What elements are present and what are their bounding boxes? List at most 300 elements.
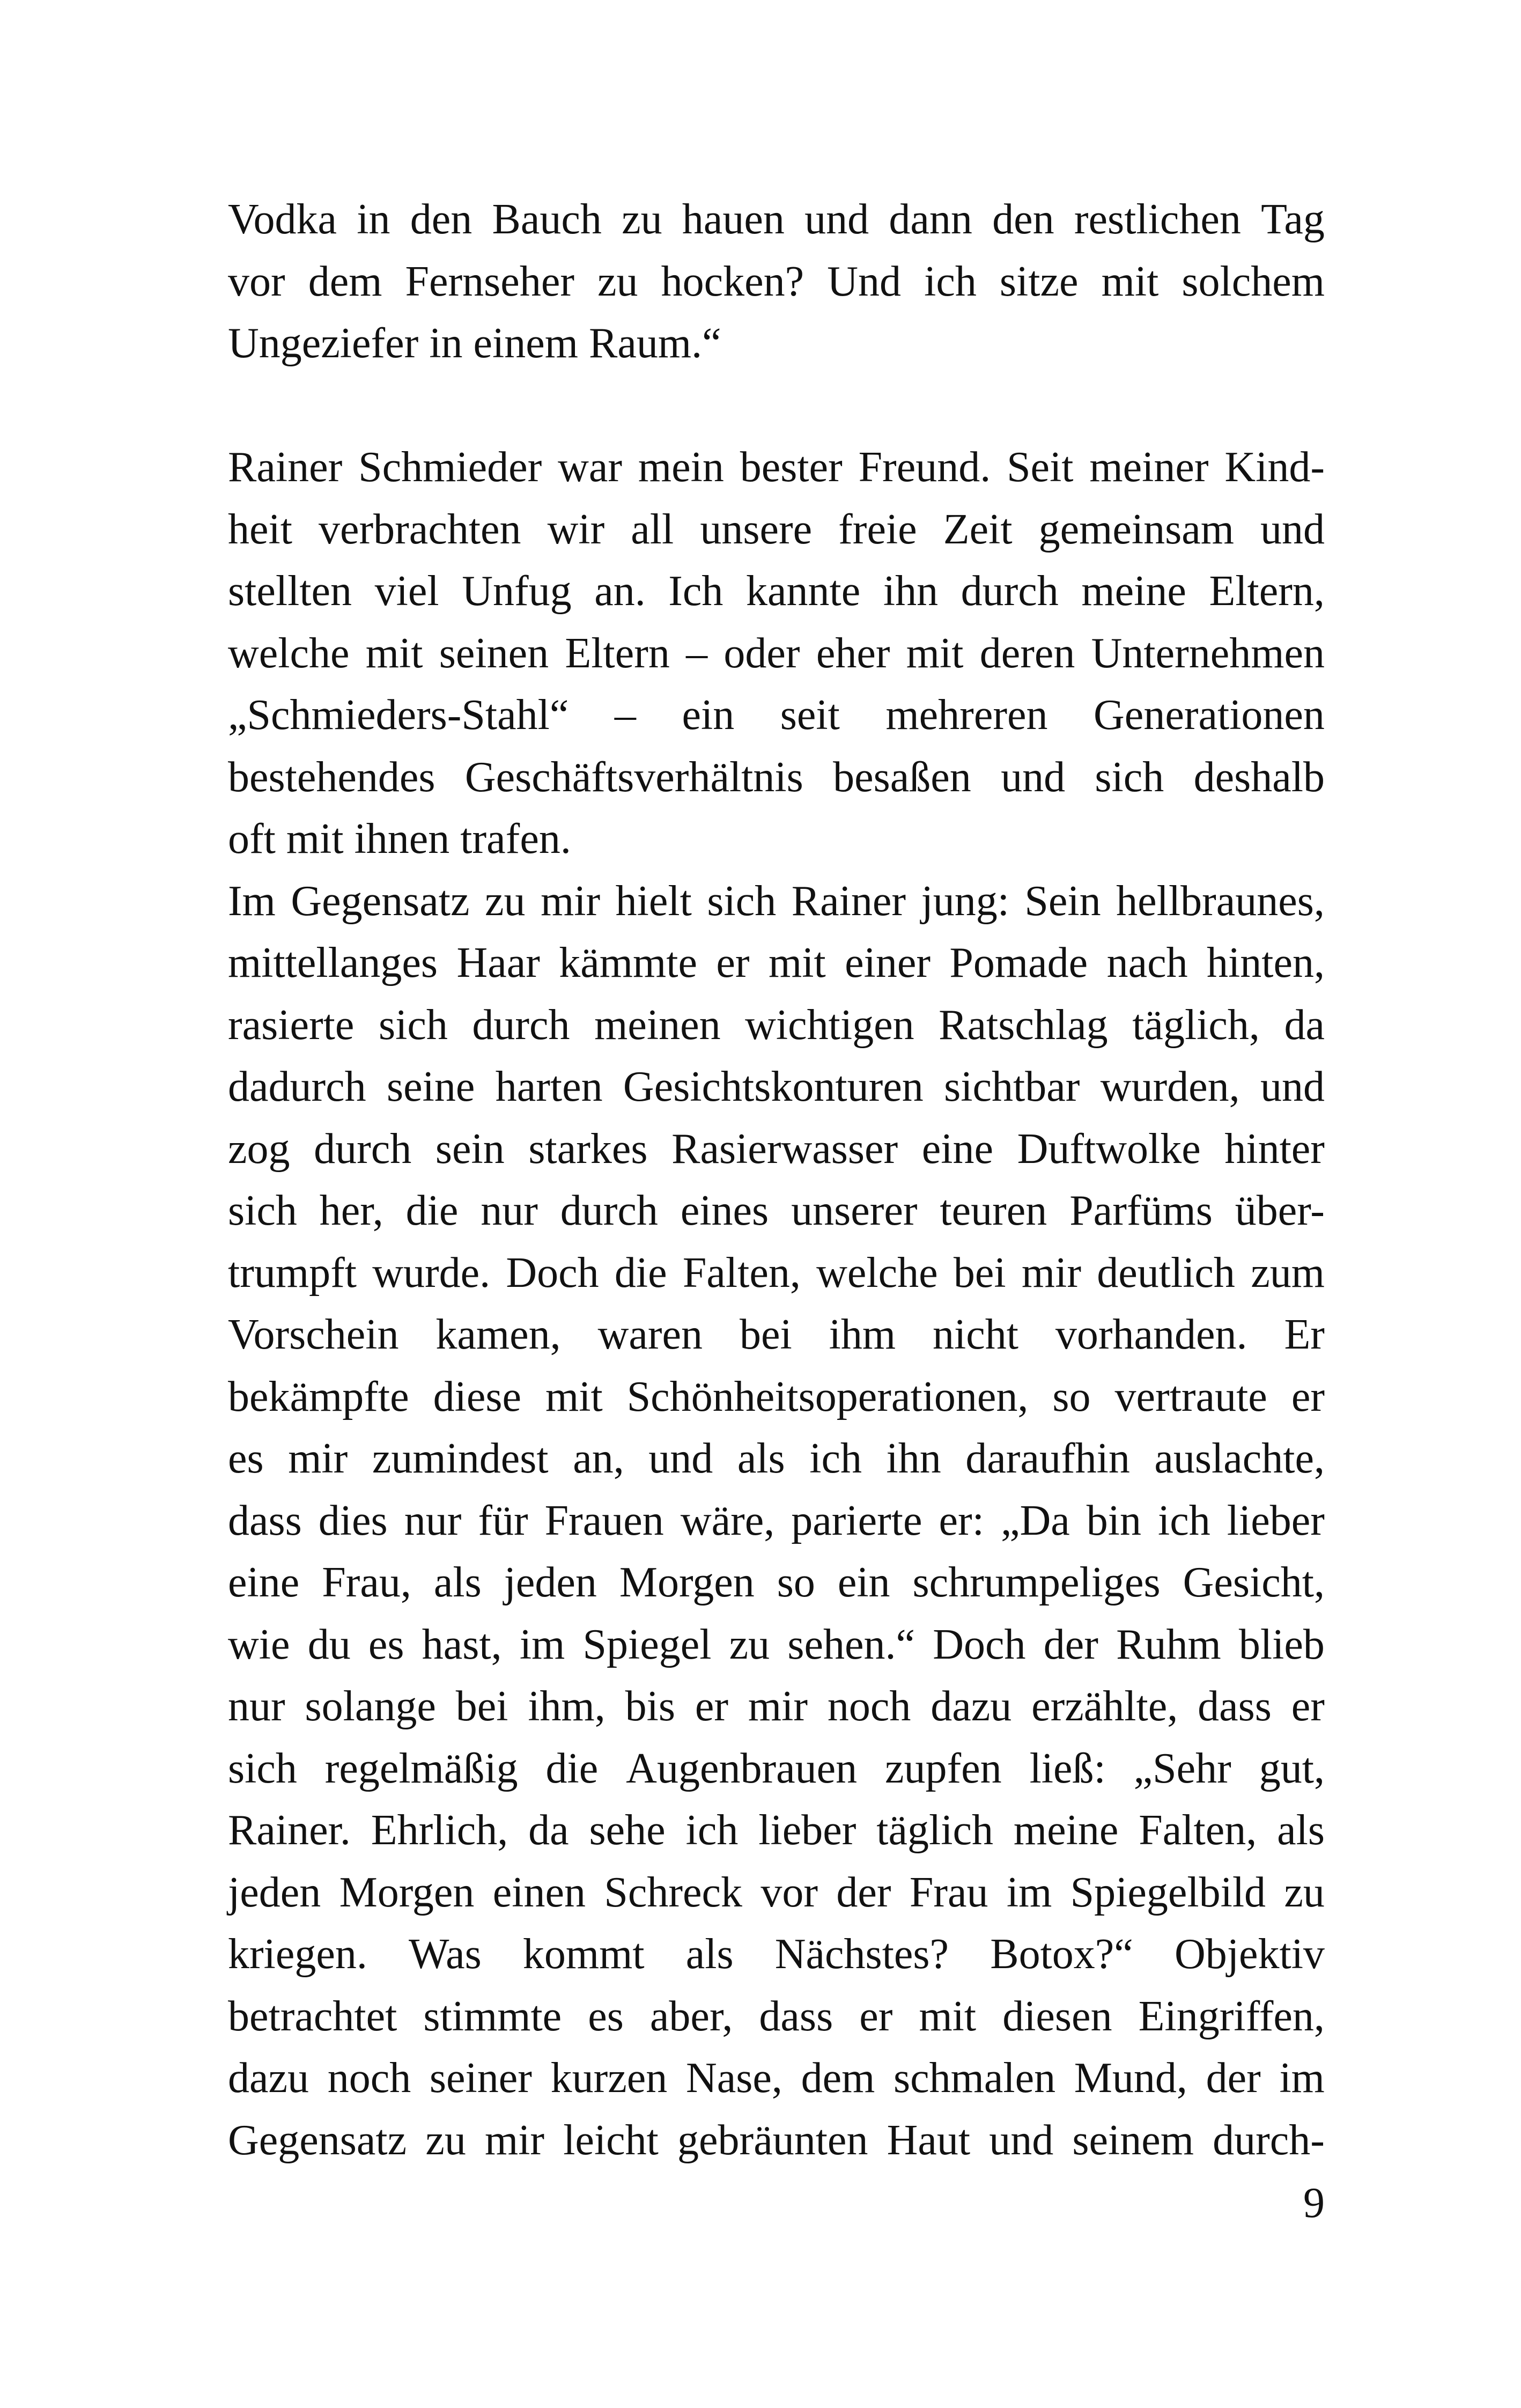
word: Vorschein <box>228 1311 399 1358</box>
text-line <box>228 1366 1325 1428</box>
word: kriegen. <box>228 1931 367 1978</box>
word: im <box>1006 1868 1052 1916</box>
word: ein <box>682 691 735 739</box>
word: hinten, <box>1207 939 1325 986</box>
word: einer <box>845 939 931 986</box>
word: bis <box>625 1683 675 1730</box>
word: wichtigen <box>745 1001 914 1049</box>
word: freie <box>838 505 917 553</box>
word: hast, <box>422 1621 502 1668</box>
word: in <box>357 196 390 243</box>
text-line <box>228 1676 1325 1738</box>
word: so <box>1052 1373 1091 1420</box>
word: dass <box>1198 1683 1272 1730</box>
word: dass <box>228 1497 302 1544</box>
word: es <box>368 1621 404 1668</box>
word: Und <box>827 257 902 305</box>
word: Gesichtskonturen <box>623 1063 924 1110</box>
word: diesen <box>1002 1992 1112 2040</box>
word: Ruhm <box>1116 1621 1221 1668</box>
word: mein <box>638 444 724 491</box>
word: und <box>1001 753 1066 801</box>
word: eine <box>228 1559 300 1606</box>
text-line <box>228 1552 1325 1614</box>
word: Tag <box>1261 196 1325 243</box>
word: sein <box>435 1125 505 1173</box>
word: da <box>528 1807 569 1854</box>
word: Nächstes? <box>774 1931 949 1978</box>
word: an. <box>594 568 646 615</box>
word: ich <box>809 1435 862 1482</box>
word: ihn <box>886 1435 941 1482</box>
word: es <box>588 1992 624 2040</box>
text-line <box>228 189 1325 251</box>
word: unsere <box>700 505 813 553</box>
word: noch <box>327 2054 411 2102</box>
word: für <box>478 1497 528 1544</box>
text-line <box>228 1056 1325 1118</box>
word: deutlich <box>1097 1249 1235 1297</box>
word: nur <box>481 1187 538 1234</box>
word: dadurch <box>228 1063 366 1110</box>
word: meiner <box>1089 444 1209 491</box>
word: wäre, <box>680 1497 775 1544</box>
word: ich <box>1158 1497 1210 1544</box>
text-line <box>228 499 1325 561</box>
word: als <box>1277 1807 1325 1854</box>
word: Ungeziefer <box>228 320 419 367</box>
word: sich <box>1095 753 1164 801</box>
word: einen <box>492 1868 586 1916</box>
word: Gegensatz <box>228 2116 407 2164</box>
word: er: <box>939 1497 984 1544</box>
word: zu <box>425 2116 466 2164</box>
word: Frau, <box>322 1559 411 1606</box>
word: vor <box>760 1868 818 1916</box>
word: „Schmieders-Stahl“ <box>228 691 569 739</box>
word: sitze <box>999 257 1079 305</box>
word: ich <box>924 257 977 305</box>
word: kämmte <box>559 939 697 986</box>
word: der <box>1206 2054 1261 2102</box>
word: täglich, <box>1132 1001 1260 1049</box>
word: Parfüms <box>1069 1187 1213 1234</box>
text-line <box>228 1242 1325 1305</box>
word: sehe <box>589 1807 666 1854</box>
word: hocken? <box>661 257 804 305</box>
word: Objektiv <box>1174 1931 1325 1978</box>
word: ein <box>837 1559 890 1606</box>
word: ihm, <box>528 1683 606 1730</box>
word: er <box>1291 1373 1325 1420</box>
word: dem <box>801 2054 875 2102</box>
text-line <box>228 1428 1325 1490</box>
text-line <box>228 1800 1325 1862</box>
word: Eltern <box>565 629 670 677</box>
paragraph-1 <box>228 189 1325 375</box>
word: gemeinsam <box>1038 505 1234 553</box>
word: Schmieder <box>358 444 542 491</box>
word: sich <box>228 1744 297 1792</box>
word: du <box>307 1621 351 1668</box>
word: durch <box>314 1125 412 1173</box>
word: Augenbrauen <box>626 1744 858 1792</box>
word: zu <box>485 877 526 925</box>
word: nach <box>1106 939 1188 986</box>
word: Rainer. <box>228 1807 351 1854</box>
word: diese <box>433 1373 521 1420</box>
text-line <box>228 747 1325 809</box>
word: der <box>1043 1621 1098 1668</box>
word: – <box>614 691 636 739</box>
word: und <box>1260 1063 1325 1110</box>
word: schrumpeliges <box>912 1559 1161 1606</box>
word: heit <box>228 505 292 553</box>
word: mir <box>748 1683 808 1730</box>
word: Morgen <box>339 1868 475 1916</box>
word: wie <box>228 1621 290 1668</box>
word: als <box>737 1435 785 1482</box>
word: vorhanden. <box>1055 1311 1247 1358</box>
word: bei <box>953 1249 1006 1297</box>
word: Pomade <box>949 939 1088 986</box>
word: meine <box>1081 568 1186 615</box>
word: besaßen <box>833 753 971 801</box>
word: Kind- <box>1224 444 1325 491</box>
text-line <box>228 561 1325 623</box>
word: im <box>519 1621 565 1668</box>
word: Frau <box>909 1868 988 1916</box>
word: dem <box>308 257 382 305</box>
word: er <box>695 1683 729 1730</box>
word: restlichen <box>1074 196 1241 243</box>
word: wurde. <box>372 1249 491 1297</box>
word: seinem <box>1072 2116 1194 2164</box>
text-line <box>228 1304 1325 1366</box>
word: teuren <box>940 1187 1047 1234</box>
word: Ehrlich, <box>371 1807 508 1854</box>
word: stimmte <box>423 1992 562 2040</box>
word: betrachtet <box>228 1992 397 2040</box>
word: mit <box>545 1373 603 1420</box>
word: hinter <box>1224 1125 1325 1173</box>
word: Ratschlag <box>939 1001 1108 1049</box>
word: bekämpfte <box>228 1373 409 1420</box>
word: viel <box>374 568 439 615</box>
word: mittellanges <box>228 939 438 986</box>
text-line <box>228 1614 1325 1676</box>
text-line <box>228 623 1325 685</box>
word: Seit <box>1007 444 1074 491</box>
word: „Sehr <box>1133 1744 1231 1792</box>
word: Fernseher <box>405 257 574 305</box>
word: zum <box>1251 1249 1325 1297</box>
word: Nase, <box>685 2054 782 2102</box>
word: war <box>558 444 622 491</box>
word: aber, <box>649 1992 733 2040</box>
word: mit <box>919 1992 977 2040</box>
page-number: 9 <box>1303 2179 1325 2227</box>
word: Generationen <box>1094 691 1325 739</box>
word: Bauch <box>492 196 602 243</box>
word: Was <box>409 1931 482 1978</box>
word: Falten, <box>682 1249 801 1297</box>
word: deren <box>979 629 1075 677</box>
word: zu <box>1284 1868 1325 1916</box>
word: Unfug <box>462 568 572 615</box>
word: kannte <box>746 568 861 615</box>
text-line <box>228 1862 1325 1924</box>
word: her, <box>319 1187 383 1234</box>
word: als <box>685 1931 734 1978</box>
word: regelmäßig <box>324 1744 518 1792</box>
word: durch <box>560 1187 658 1234</box>
word: zu <box>597 257 638 305</box>
word: mehreren <box>885 691 1048 739</box>
word: Schönheitsoperationen, <box>626 1373 1029 1420</box>
word: starkes <box>528 1125 648 1173</box>
word: als <box>433 1559 482 1606</box>
word: deshalb <box>1193 753 1325 801</box>
word: dass <box>759 1992 833 2040</box>
word: Haut <box>887 2116 971 2164</box>
word: hellbraunes, <box>1116 877 1325 925</box>
word: den <box>410 196 472 243</box>
word: Botox?“ <box>990 1931 1133 1978</box>
word: oft <box>228 815 276 863</box>
word: zu <box>729 1621 770 1668</box>
word: und <box>1260 505 1325 553</box>
word: jung: <box>921 877 1009 925</box>
word: dann <box>889 196 972 243</box>
body-text <box>228 189 1325 2171</box>
word: zu <box>622 196 662 243</box>
text-line <box>228 437 1325 499</box>
text-line <box>228 871 1325 933</box>
word: noch <box>827 1683 911 1730</box>
word: ließ: <box>1029 1744 1106 1792</box>
word: parierte <box>791 1497 922 1544</box>
text-line <box>228 1738 1325 1800</box>
word: er <box>1291 1683 1325 1730</box>
word: mit <box>769 939 826 986</box>
word: bei <box>739 1311 792 1358</box>
word: mir <box>1021 1249 1081 1297</box>
word: „Da <box>1000 1497 1070 1544</box>
word: lieber <box>1227 1497 1325 1544</box>
word: welche <box>228 629 350 677</box>
word: Doch <box>506 1249 599 1297</box>
word: mit <box>906 629 964 677</box>
word: Gesicht, <box>1183 1559 1325 1606</box>
word: hielt <box>615 877 692 925</box>
word: ich <box>685 1807 739 1854</box>
word: durch- <box>1213 2116 1325 2164</box>
word: dazu <box>931 1683 1012 1730</box>
text-line <box>228 995 1325 1057</box>
word: Morgen <box>619 1559 755 1606</box>
word: lieber <box>758 1807 857 1854</box>
word: Im <box>228 877 276 925</box>
word: Duftwolke <box>1017 1125 1201 1173</box>
word: mit <box>1101 257 1159 305</box>
word: seinen <box>439 629 549 677</box>
word: Eingriffen, <box>1138 1992 1325 2040</box>
word: seit <box>780 691 840 739</box>
word: durch <box>961 568 1059 615</box>
word: oder <box>723 629 800 677</box>
word: hauen <box>682 196 785 243</box>
word: sich <box>378 1001 448 1049</box>
word: Geschäftsverhältnis <box>464 753 803 801</box>
word: stellten <box>228 568 352 615</box>
word: einem <box>473 320 579 367</box>
word: und <box>989 2116 1054 2164</box>
word: mir <box>484 2116 545 2164</box>
word: dazu <box>228 2054 309 2102</box>
word: schmalen <box>893 2054 1056 2102</box>
word: und <box>648 1435 713 1482</box>
text-line <box>228 684 1325 747</box>
word: eher <box>816 629 890 677</box>
word: zupfen <box>885 1744 1002 1792</box>
word: Mund, <box>1074 2054 1187 2102</box>
word: welche <box>816 1249 938 1297</box>
text-line <box>228 808 1325 871</box>
word: – <box>686 629 708 677</box>
word: verbrachten <box>319 505 521 553</box>
word: der <box>836 1868 891 1916</box>
word: ihnen <box>354 815 450 863</box>
word: an, <box>573 1435 624 1482</box>
word: Sein <box>1024 877 1101 925</box>
word: dies <box>318 1497 388 1544</box>
word: sich <box>228 1187 297 1234</box>
text-line <box>228 313 1325 375</box>
word: Haar <box>456 939 540 986</box>
word: bin <box>1086 1497 1141 1544</box>
word: ihm <box>829 1311 896 1358</box>
text-line <box>228 1118 1325 1181</box>
word: sichtbar <box>944 1063 1080 1110</box>
word: seiner <box>429 2054 532 2102</box>
text-line <box>228 932 1325 995</box>
word: Rainer <box>228 444 343 491</box>
word: bestehendes <box>228 753 435 801</box>
paragraph-gap <box>228 375 1325 437</box>
word: blieb <box>1238 1621 1325 1668</box>
word: meinen <box>594 1001 721 1049</box>
word: Spiegel <box>582 1621 712 1668</box>
word: zumindest <box>372 1435 549 1482</box>
word: leicht <box>563 2116 659 2164</box>
word: rasierte <box>228 1001 355 1049</box>
word: wurden, <box>1100 1063 1240 1110</box>
text-line <box>228 2110 1325 2172</box>
text-line <box>228 251 1325 313</box>
word: nur <box>228 1683 285 1730</box>
word: jeden <box>504 1559 597 1606</box>
word: im <box>1279 2054 1325 2102</box>
word: all <box>631 505 674 553</box>
word: solange <box>305 1683 436 1730</box>
word: kurzen <box>550 2054 668 2102</box>
word: in <box>429 320 463 367</box>
word: harten <box>495 1063 603 1110</box>
word: Ich <box>668 568 723 615</box>
word: sich <box>707 877 777 925</box>
word: durch <box>472 1001 570 1049</box>
word: kamen, <box>435 1311 561 1358</box>
word: auslachte, <box>1154 1435 1325 1482</box>
word: eines <box>680 1187 769 1234</box>
word: und <box>804 196 869 243</box>
word: gebräunten <box>677 2116 868 2164</box>
word: so <box>777 1559 815 1606</box>
word: bei <box>455 1683 508 1730</box>
word: er <box>859 1992 893 2040</box>
word: Rasierwasser <box>671 1125 898 1173</box>
word: Zeit <box>943 505 1013 553</box>
word: trumpft <box>228 1249 357 1297</box>
word: es <box>228 1435 264 1482</box>
word: nur <box>404 1497 462 1544</box>
word: wir <box>547 505 605 553</box>
paragraph-2 <box>228 437 1325 871</box>
word: gut, <box>1259 1744 1325 1792</box>
word: Falten, <box>1139 1807 1257 1854</box>
word: solchem <box>1182 257 1325 305</box>
word: Schreck <box>604 1868 743 1916</box>
word: da <box>1284 1001 1325 1049</box>
text-line <box>228 1986 1325 2048</box>
word: Er <box>1284 1311 1325 1358</box>
word: Raum.“ <box>589 320 721 367</box>
text-line <box>228 1924 1325 1986</box>
word: den <box>992 196 1054 243</box>
word: täglich <box>876 1807 993 1854</box>
text-line <box>228 1490 1325 1552</box>
word: nicht <box>932 1311 1018 1358</box>
word: Unternehmen <box>1091 629 1325 677</box>
word: Freund. <box>858 444 991 491</box>
word: sehen.“ <box>787 1621 915 1668</box>
word: erzählte, <box>1031 1683 1178 1730</box>
word: Rainer <box>791 877 906 925</box>
word: trafen. <box>460 815 571 863</box>
word: unserer <box>791 1187 918 1234</box>
word: über- <box>1235 1187 1325 1234</box>
text-line <box>228 1180 1325 1242</box>
word: vor <box>228 257 285 305</box>
word: Doch <box>933 1621 1026 1668</box>
word: Frauen <box>544 1497 664 1544</box>
word: Gegensatz <box>291 877 470 925</box>
word: kommt <box>522 1931 645 1978</box>
word: mir <box>288 1435 348 1482</box>
paragraph-3 <box>228 871 1325 2172</box>
word: zog <box>228 1125 290 1173</box>
word: die <box>405 1187 459 1234</box>
word: Spiegelbild <box>1070 1868 1266 1916</box>
word: Vodka <box>228 196 337 243</box>
word: seine <box>386 1063 475 1110</box>
word: er <box>716 939 750 986</box>
word: die <box>614 1249 667 1297</box>
word: mir <box>541 877 601 925</box>
word: mit <box>365 629 423 677</box>
word: ihn <box>883 568 939 615</box>
